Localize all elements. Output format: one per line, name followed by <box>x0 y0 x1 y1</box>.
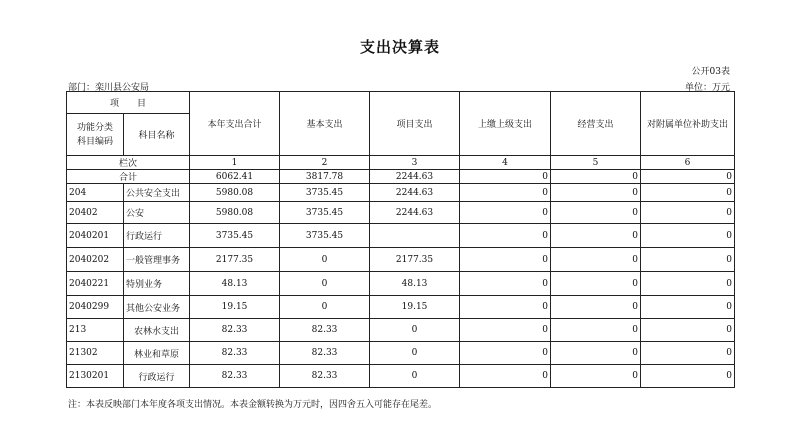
cell-basic: 82.33 <box>280 365 370 388</box>
cell-name: 行政运行 <box>124 365 190 388</box>
cell-upper: 0 <box>460 342 551 365</box>
cell-upper: 0 <box>460 365 551 388</box>
cell-total: 82.33 <box>190 342 280 365</box>
cell-project: 2244.63 <box>370 184 460 202</box>
table-row <box>67 365 735 388</box>
col-header-project: 项目支出 <box>370 92 460 156</box>
cell-business: 0 <box>551 184 641 202</box>
cell-project: 19.15 <box>370 296 460 319</box>
cell-name: 公安 <box>124 202 190 224</box>
cell-basic: 0 <box>280 272 370 296</box>
index-4: 4 <box>460 156 551 170</box>
footnote: 注：本表反映部门本年度各项支出情况。本表金额转换为万元时，因四舍五入可能存在尾差。 <box>68 400 438 410</box>
cell-basic: 82.33 <box>280 342 370 365</box>
cell-code: 2040202 <box>67 248 124 272</box>
cell-basic: 3817.78 <box>280 170 370 184</box>
header-row-1 <box>67 92 735 114</box>
cell-subsidy: 0 <box>641 319 735 342</box>
cell-total: 6062.41 <box>190 170 280 184</box>
cell-business: 0 <box>551 365 641 388</box>
cell-business: 0 <box>551 342 641 365</box>
report-title: 支出决算表 <box>359 38 440 56</box>
table-row <box>67 224 735 248</box>
cell-total: 2177.35 <box>190 248 280 272</box>
col-header-total: 本年支出合计 <box>190 92 280 156</box>
cell-name: 农林水支出 <box>124 319 190 342</box>
cell-code: 20402 <box>67 202 124 224</box>
cell-project: 2244.63 <box>370 202 460 224</box>
index-6: 6 <box>641 156 735 170</box>
cell-upper: 0 <box>460 248 551 272</box>
cell-project: 2177.35 <box>370 248 460 272</box>
cell-upper: 0 <box>460 170 551 184</box>
col-header-basic: 基本支出 <box>280 92 370 156</box>
unit-label: 单位：万元 <box>684 83 730 93</box>
cell-subsidy: 0 <box>641 296 735 319</box>
cell-project: 0 <box>370 342 460 365</box>
cell-total: 82.33 <box>190 365 280 388</box>
cell-upper: 0 <box>460 319 551 342</box>
index-3: 3 <box>370 156 460 170</box>
cell-upper: 0 <box>460 272 551 296</box>
table-row <box>67 184 735 202</box>
department-label: 部门：栾川县公安局 <box>68 83 150 93</box>
form-code: 公开03表 <box>691 67 730 77</box>
cell-total: 82.33 <box>190 319 280 342</box>
cell-business: 0 <box>551 202 641 224</box>
total-label: 合计 <box>67 170 190 184</box>
table-row <box>67 296 735 319</box>
cell-project: 0 <box>370 365 460 388</box>
table-row-total <box>67 170 735 184</box>
index-row <box>67 156 735 170</box>
subject-code-label: 科目编码 <box>76 136 113 147</box>
index-2: 2 <box>280 156 370 170</box>
cell-code: 2130201 <box>67 365 124 388</box>
cell-subsidy: 0 <box>641 170 735 184</box>
cell-upper: 0 <box>460 224 551 248</box>
cell-total: 48.13 <box>190 272 280 296</box>
cell-business: 0 <box>551 272 641 296</box>
table-row <box>67 342 735 365</box>
cell-business: 0 <box>551 170 641 184</box>
cell-basic: 3735.45 <box>280 202 370 224</box>
cell-subsidy: 0 <box>641 365 735 388</box>
index-5: 5 <box>551 156 641 170</box>
cell-basic: 0 <box>280 248 370 272</box>
cell-subsidy: 0 <box>641 272 735 296</box>
cell-total: 3735.45 <box>190 224 280 248</box>
cell-code: 21302 <box>67 342 124 365</box>
cell-total: 5980.08 <box>190 184 280 202</box>
item-header: 项 目 <box>67 92 190 114</box>
cell-business: 0 <box>551 248 641 272</box>
cell-subsidy: 0 <box>641 224 735 248</box>
cell-basic: 3735.45 <box>280 224 370 248</box>
cell-subsidy: 0 <box>641 202 735 224</box>
cell-business: 0 <box>551 296 641 319</box>
cell-subsidy: 0 <box>641 342 735 365</box>
cell-name: 特别业务 <box>124 272 190 296</box>
cell-project: 2244.63 <box>370 170 460 184</box>
table-row <box>67 319 735 342</box>
cell-code: 2040201 <box>67 224 124 248</box>
table-row <box>67 248 735 272</box>
cell-total: 5980.08 <box>190 202 280 224</box>
col-header-business: 经营支出 <box>551 92 641 156</box>
cell-name: 公共安全支出 <box>124 184 190 202</box>
func-code-header <box>67 114 124 156</box>
cell-subsidy: 0 <box>641 184 735 202</box>
cell-project <box>370 224 460 248</box>
table-row <box>67 272 735 296</box>
cell-name: 其他公安业务 <box>124 296 190 319</box>
cell-subsidy: 0 <box>641 248 735 272</box>
cell-name: 行政运行 <box>124 224 190 248</box>
col-header-upper: 上缴上级支出 <box>460 92 551 156</box>
cell-upper: 0 <box>460 184 551 202</box>
func-code-label: 功能分类 <box>76 122 113 133</box>
cell-name: 一般管理事务 <box>124 248 190 272</box>
subject-name-header: 科目名称 <box>124 114 190 156</box>
cell-basic: 82.33 <box>280 319 370 342</box>
cell-basic: 3735.45 <box>280 184 370 202</box>
index-label: 栏次 <box>67 156 190 170</box>
cell-business: 0 <box>551 224 641 248</box>
table-row <box>67 202 735 224</box>
cell-project: 0 <box>370 319 460 342</box>
cell-code: 213 <box>67 319 124 342</box>
cell-upper: 0 <box>460 296 551 319</box>
cell-upper: 0 <box>460 202 551 224</box>
cell-basic: 0 <box>280 296 370 319</box>
expenditure-table <box>66 91 735 388</box>
cell-name: 林业和草原 <box>124 342 190 365</box>
cell-code: 204 <box>67 184 124 202</box>
cell-code: 2040299 <box>67 296 124 319</box>
col-header-subsidy: 对附属单位补助支出 <box>641 92 735 156</box>
cell-business: 0 <box>551 319 641 342</box>
cell-total: 19.15 <box>190 296 280 319</box>
index-1: 1 <box>190 156 280 170</box>
cell-project: 48.13 <box>370 272 460 296</box>
cell-code: 2040221 <box>67 272 124 296</box>
